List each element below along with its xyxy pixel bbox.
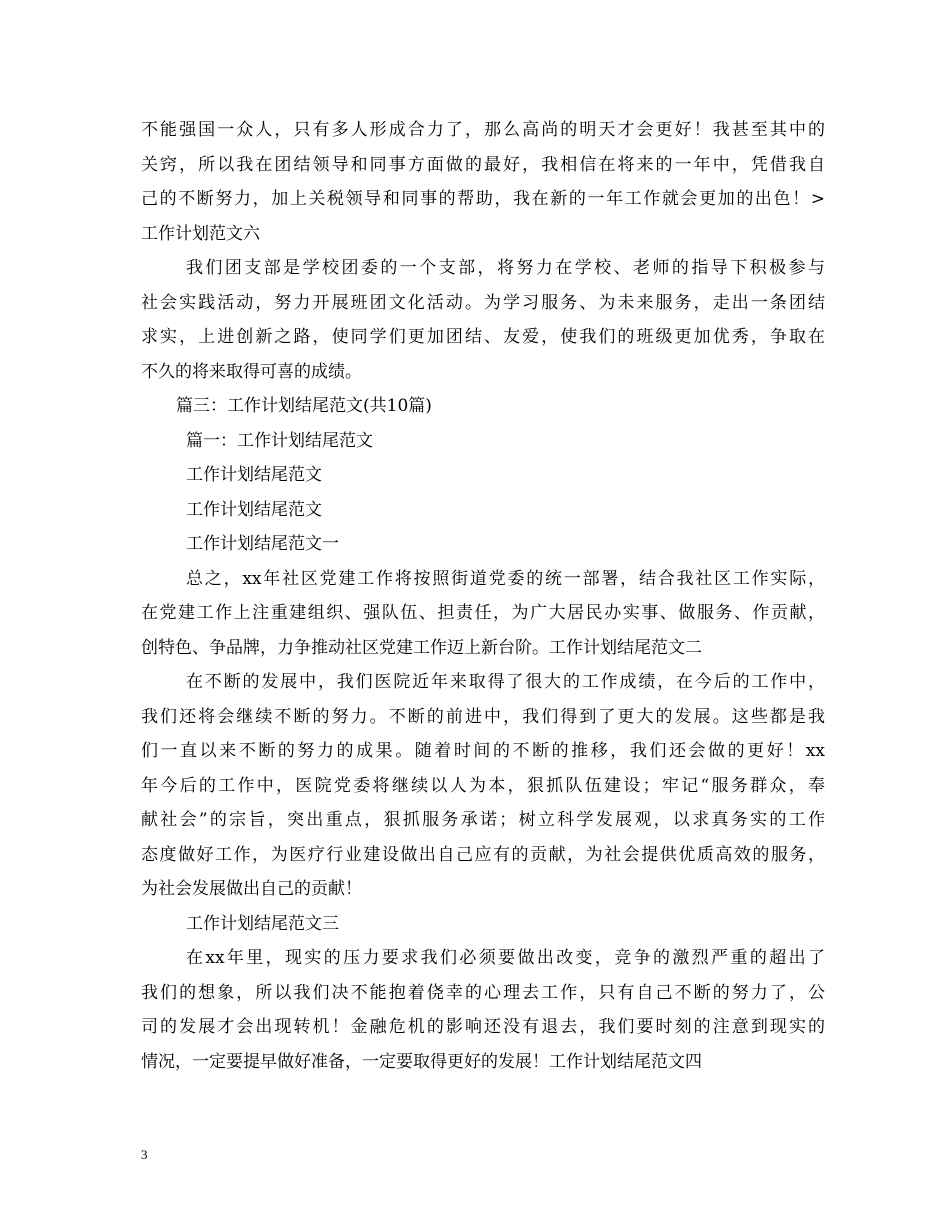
text-line: 社会实践活动，努力开展班团文化活动。为学习服务、为未来服务，走出一条团结 [141, 292, 825, 313]
text-line: 总之，xx年社区党建工作将按照街道党委的统一部署，结合我社区工作实际， [186, 568, 825, 589]
text-line: 己的不断努力，加上关税领导和同事的帮助，我在新的一年工作就会更加的出色！> [141, 189, 825, 209]
text-line: 在不断的发展中，我们医院近年来取得了很大的工作成绩，在今后的工作中， [186, 672, 825, 692]
section-heading: 篇一：工作计划结尾范文 [186, 430, 373, 451]
text-line: 求实，上进创新之路，使同学们更加团结、友爱，使我们的班级更加优秀，争取在 [141, 327, 825, 347]
page-number: 3 [141, 1147, 148, 1162]
text-line: 我们还将会继续不断的努力。不断的前进中，我们得到了更大的发展。这些都是我 [141, 706, 825, 727]
text-line: 不久的将来取得可喜的成绩。 [141, 361, 362, 382]
text-line: 我们的想象，所以我们决不能抱着侥幸的心理去工作，只有自己不断的努力了，公 [141, 982, 825, 1003]
section-heading: 篇三：工作计划结尾范文(共10篇) [176, 396, 432, 416]
text-line: 关窍，所以我在团结领导和同事方面做的最好，我相信在将来的一年中，凭借我自 [141, 154, 825, 175]
text-line: 我们团支部是学校团委的一个支部，将努力在学校、老师的指导下积极参与 [186, 258, 825, 278]
section-heading: 工作计划结尾范文 [186, 499, 322, 520]
text-line: 司的发展才会出现转机！金融危机的影响还没有退去，我们要时刻的注意到现实的 [141, 1017, 825, 1037]
text-line: 创特色、争品牌，力争推动社区党建工作迈上新台阶。工作计划结尾范文二 [141, 637, 702, 658]
text-line: 为社会发展做出自己的贡献！ [141, 879, 362, 899]
text-line: 不能强国一众人，只有多人形成合力了，那么高尚的明天才会更好！我甚至其中的 [141, 120, 825, 140]
text-line: 在xx年里，现实的压力要求我们必须要做出改变，竞争的激烈严重的超出了 [186, 948, 825, 968]
section-heading: 工作计划结尾范文一 [186, 534, 339, 554]
text-line: 们一直以来不断的努力的成果。随着时间的不断的推移，我们还会做的更好！xx [141, 741, 825, 761]
section-heading: 工作计划结尾范文 [186, 465, 322, 485]
section-heading: 工作计划范文六 [141, 223, 260, 244]
text-line: 年今后的工作中，医院党委将继续以人为本，狠抓队伍建设；牢记“服务群众，奉 [141, 775, 825, 796]
section-heading: 工作计划结尾范文三 [186, 913, 339, 934]
text-line: 献社会”的宗旨，突出重点，狠抓服务承诺；树立科学发展观，以求真务实的工作 [141, 810, 825, 830]
text-line: 态度做好工作，为医疗行业建设做出自己应有的贡献，为社会提供优质高效的服务， [141, 844, 825, 865]
text-line: 在党建工作上注重建组织、强队伍、担责任，为广大居民办实事、做服务、作贡献， [141, 603, 825, 623]
document-body [141, 113, 825, 1079]
text-line: 情况，一定要提早做好准备，一定要取得更好的发展！工作计划结尾范文四 [141, 1051, 702, 1072]
